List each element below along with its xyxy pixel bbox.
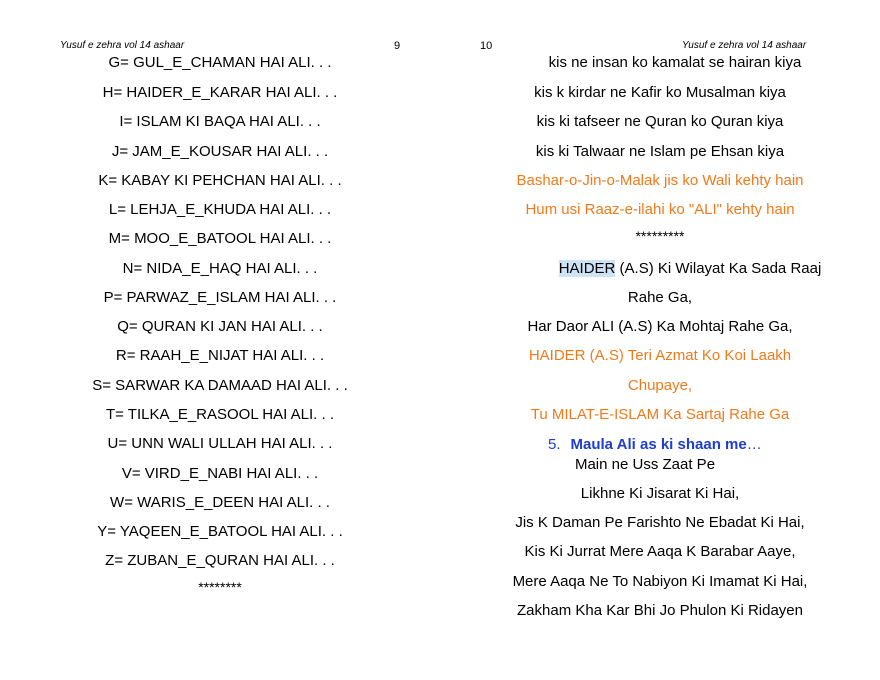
right-line-9: Mere Aaqa Ne To Nabiyon Ki Imamat Ki Hai, <box>512 573 808 590</box>
right-line-6: Likhne Ki Jisarat Ki Hai, <box>580 485 740 502</box>
right-line-10: Zakham Kha Kar Bhi Jo Phulon Ki Ridayen <box>517 602 803 619</box>
right-line-2: kis k kirdar ne Kafir ko Musalman kiya <box>534 84 786 101</box>
section-number: 5. <box>548 436 561 453</box>
left-page-number: 9 <box>394 40 401 52</box>
right-page-number: 10 <box>480 40 493 52</box>
haider-line <box>500 260 880 277</box>
section-title: Maula Ali as ki shaan me <box>570 436 747 453</box>
left-line-9: P= PARWAZ_E_ISLAM HAI ALI. . . <box>103 289 337 306</box>
left-line-18: Z= ZUBAN_E_QURAN HAI ALI. . . <box>105 552 335 569</box>
left-line-6: L= LEHJA_E_KHUDA HAI ALI. . . <box>108 201 332 218</box>
right-orange-line-1: Bashar-o-Jin-o-Malak jis ko Wali kehty hain <box>516 172 804 189</box>
highlighted-word: HAIDER <box>558 260 616 277</box>
right-orange-line-3: HAIDER (A.S) Teri Azmat Ko Koi Laakh <box>528 347 792 364</box>
right-line-1: kis ne insan ko kamalat se hairan kiya <box>548 54 802 71</box>
left-separator: ******** <box>198 579 242 595</box>
right-line-4: kis ki Talwaar ne Islam pe Ehsan kiya <box>535 143 785 160</box>
haider-line-rest: (A.S) Ki Wilayat Ka Sada Raaj <box>615 260 822 277</box>
left-line-17: Y= YAQEEN_E_BATOOL HAI ALI. . . <box>97 523 343 540</box>
har-daor-line: Har Daor ALI (A.S) Ka Mohtaj Rahe Ga, <box>527 318 793 335</box>
left-line-5: K= KABAY KI PEHCHAN HAI ALI. . . <box>98 172 342 189</box>
left-line-7: M= MOO_E_BATOOL HAI ALI. . . <box>108 230 332 247</box>
right-line-7: Jis K Daman Pe Farishto Ne Ebadat Ki Hai, <box>515 514 805 531</box>
left-page-header: Yusuf e zehra vol 14 ashaar <box>60 40 185 51</box>
section-ellipsis: … <box>746 436 762 453</box>
left-line-16: W= WARIS_E_DEEN HAI ALI. . . <box>110 494 330 511</box>
right-line-5: Main ne Uss Zaat Pe <box>574 456 716 473</box>
left-line-8: N= NIDA_E_HAQ HAI ALI. . . <box>122 260 318 277</box>
left-line-2: H= HAIDER_E_KARAR HAI ALI. . . <box>102 84 338 101</box>
right-page <box>440 0 880 680</box>
left-line-13: T= TILKA_E_RASOOL HAI ALI. . . <box>105 406 335 423</box>
left-line-10: Q= QURAN KI JAN HAI ALI. . . <box>117 318 323 335</box>
left-line-15: V= VIRD_E_NABI HAI ALI. . . <box>121 465 319 482</box>
right-line-8: Kis Ki Jurrat Mere Aaqa K Barabar Aaye, <box>524 543 796 560</box>
left-line-11: R= RAAH_E_NIJAT HAI ALI. . . <box>115 347 325 364</box>
section-heading <box>548 436 762 453</box>
right-orange-line-4: Chupaye, <box>627 377 693 394</box>
right-separator: ********* <box>635 228 685 244</box>
left-line-4: J= JAM_E_KOUSAR HAI ALI. . . <box>111 143 329 160</box>
rahe-ga-line: Rahe Ga, <box>627 289 693 306</box>
right-line-3: kis ki tafseer ne Quran ko Quran kiya <box>536 113 784 130</box>
left-line-12: S= SARWAR KA DAMAAD HAI ALI. . . <box>92 377 348 394</box>
left-line-14: U= UNN WALI ULLAH HAI ALI. . . <box>107 435 333 452</box>
right-page-header: Yusuf e zehra vol 14 ashaar <box>682 40 807 51</box>
right-orange-line-2: Hum usi Raaz-e-ilahi ko "ALI" kehty hain <box>525 201 795 218</box>
right-orange-line-5: Tu MILAT-E-ISLAM Ka Sartaj Rahe Ga <box>530 406 790 423</box>
left-line-3: I= ISLAM KI BAQA HAI ALI. . . <box>119 113 321 130</box>
left-line-1: G= GUL_E_CHAMAN HAI ALI. . . <box>108 54 332 71</box>
